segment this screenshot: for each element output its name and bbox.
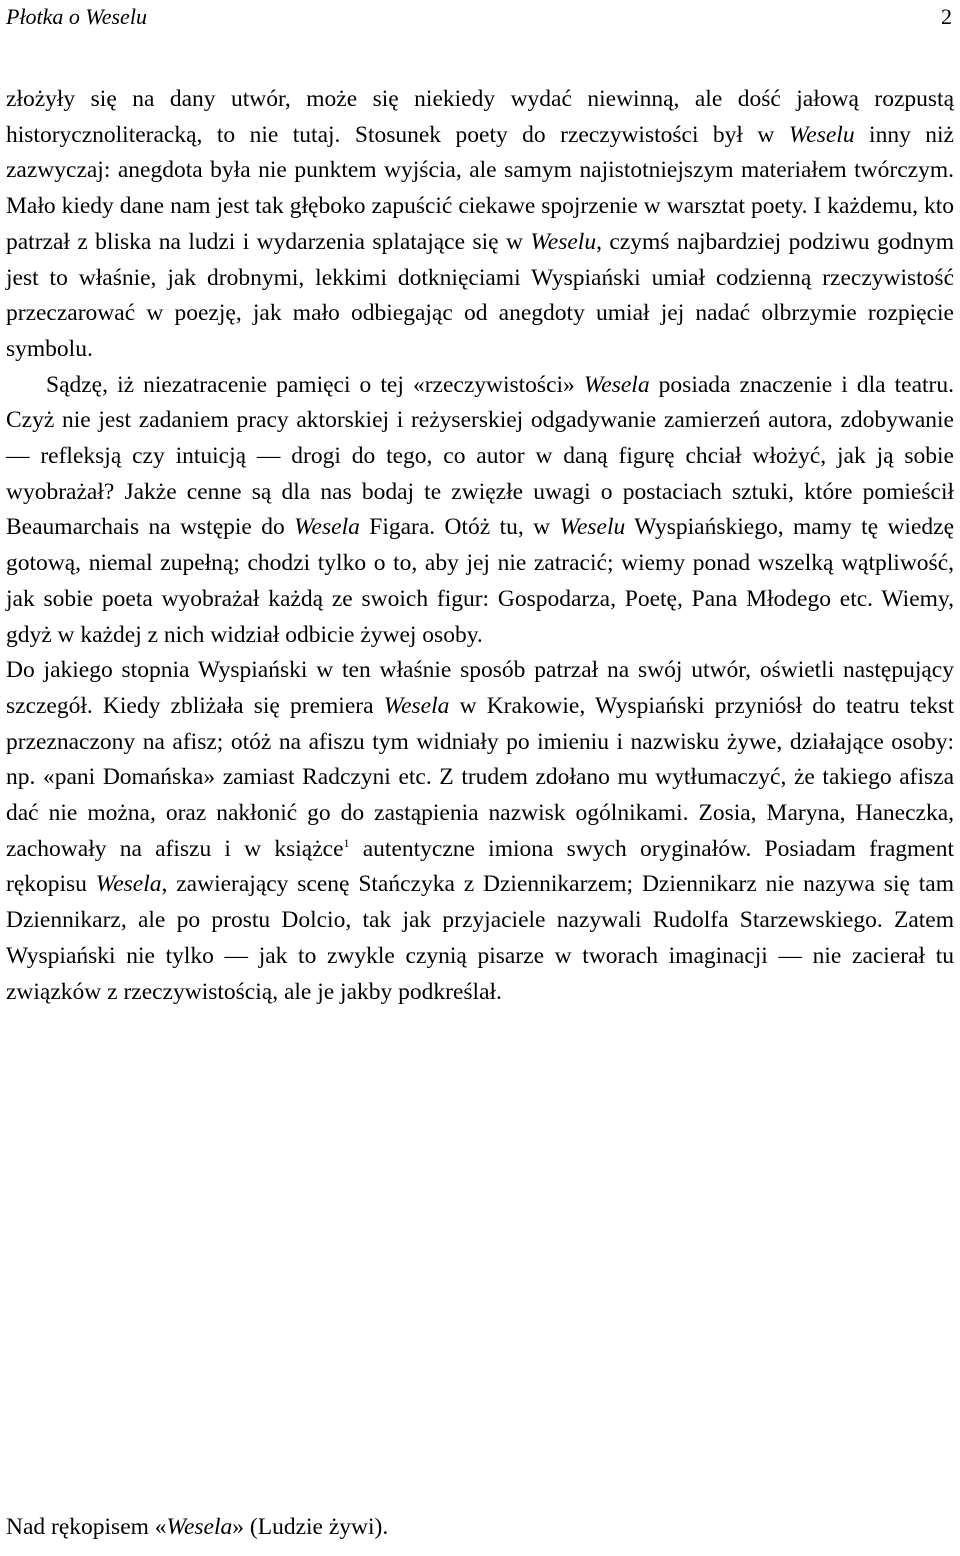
paragraph-1: złożyły się na dany utwór, może się niekiedy wydać niewinną, ale dość jałową rozpustą historycznoliteracką, to nie tutaj. Stosunek poety do rzeczywistości był w Weselu inny niż zazwyczaj: anegdota była nie punktem wyjścia, ale samym najistotniejszym materiałem twórczym. Mało kiedy dane nam jest tak głęboko zapuścić ciekawe spojrzenie w warsztat poety. I każdemu, kto patrzał z bliska na ludzi i wydarzenia splatające się w Weselu, czymś najbardziej podziwu godnym jest to właśnie, jak drobnymi, lekkimi dotknięciami Wyspiański umiał codzienną rzeczywistość przeczarować w poezję, jak mało odbiegając od anegdoty umiał jej nadać olbrzymie rozpięcie symbolu. [6, 86, 954, 362]
page-header [6, 2, 952, 32]
paragraph-3: Do jakiego stopnia Wyspiański w ten właśnie sposób patrzał na swój utwór, oświetli następujący szczegół. Kiedy zbliżała się premiera Wesela w Krakowie, Wyspiański przyniósł do teatru tekst przeznaczony na afisz; otóż na afiszu tym widniały po imieniu i nazwisku żywe, działające osoby: np. «pani Domańska» zamiast Radczyni etc. Z trudem zdołano mu wytłumaczyć, że takiego afisza dać nie można, oraz nakłonić go do zastąpienia nazwisk ogólnikami. Zosia, Maryna, Haneczka, zachowały na afiszu i w książce$^1$ autentyczne imiona swych oryginałów. Posiadam fragment rękopisu Wesela, zawierający scenę Stańczyka z Dziennikarzem; Dziennikarz nie nazywa się tam Dziennikarz, ale po prostu Dolcio, tak jak przyjaciele nazywali Rudolfa Starzewskiego. Zatem Wyspiański nie tylko — jak to zwykle czynią pisarze w tworach imaginacji — nie zacierał tu związków z rzeczywistością, ale je jakby podkreślał. [6, 657, 955, 1005]
paragraph-2: Sądzę, iż niezatracenie pamięci o tej «rzeczywistości» Wesela posiada znaczenie i dla teatru. Czyż nie jest zadaniem pracy aktorskiej i reżyserskiej odgadywanie zamierzeń autora, zdobywanie — refleksją czy intuicją — drogi do tego, co autor w daną figurę chciał włożyć, jak ją sobie wyobrażał? Jakże cenne są dla nas bodaj te zwięzłe uwagi o postaciach sztuki, które pomieścił Beaumarchais na wstępie do Wesela Figara. Otóż tu, w Weselu Wyspiańskiego, mamy tę wiedzę gotową, niemal zupełną; chodzi tylko o to, aby jej nie zatracić; wiemy ponad wszelką wątpliwość, jak sobie poeta wyobrażał każdą ze swoich figur: Gospodarza, Poetę, Pana Młodego etc. Wiemy, gdyż w każdej z nich widział odbicie żywej osoby. [6, 371, 955, 648]
body-text [6, 82, 954, 1010]
footnote: Nad rękopisem «Wesela» (Ludzie żywi). [6, 1514, 389, 1540]
running-title: Płotka o Weselu [6, 4, 147, 29]
page-number: 2 [941, 4, 952, 29]
footnote-marker: 1 [343, 835, 350, 850]
